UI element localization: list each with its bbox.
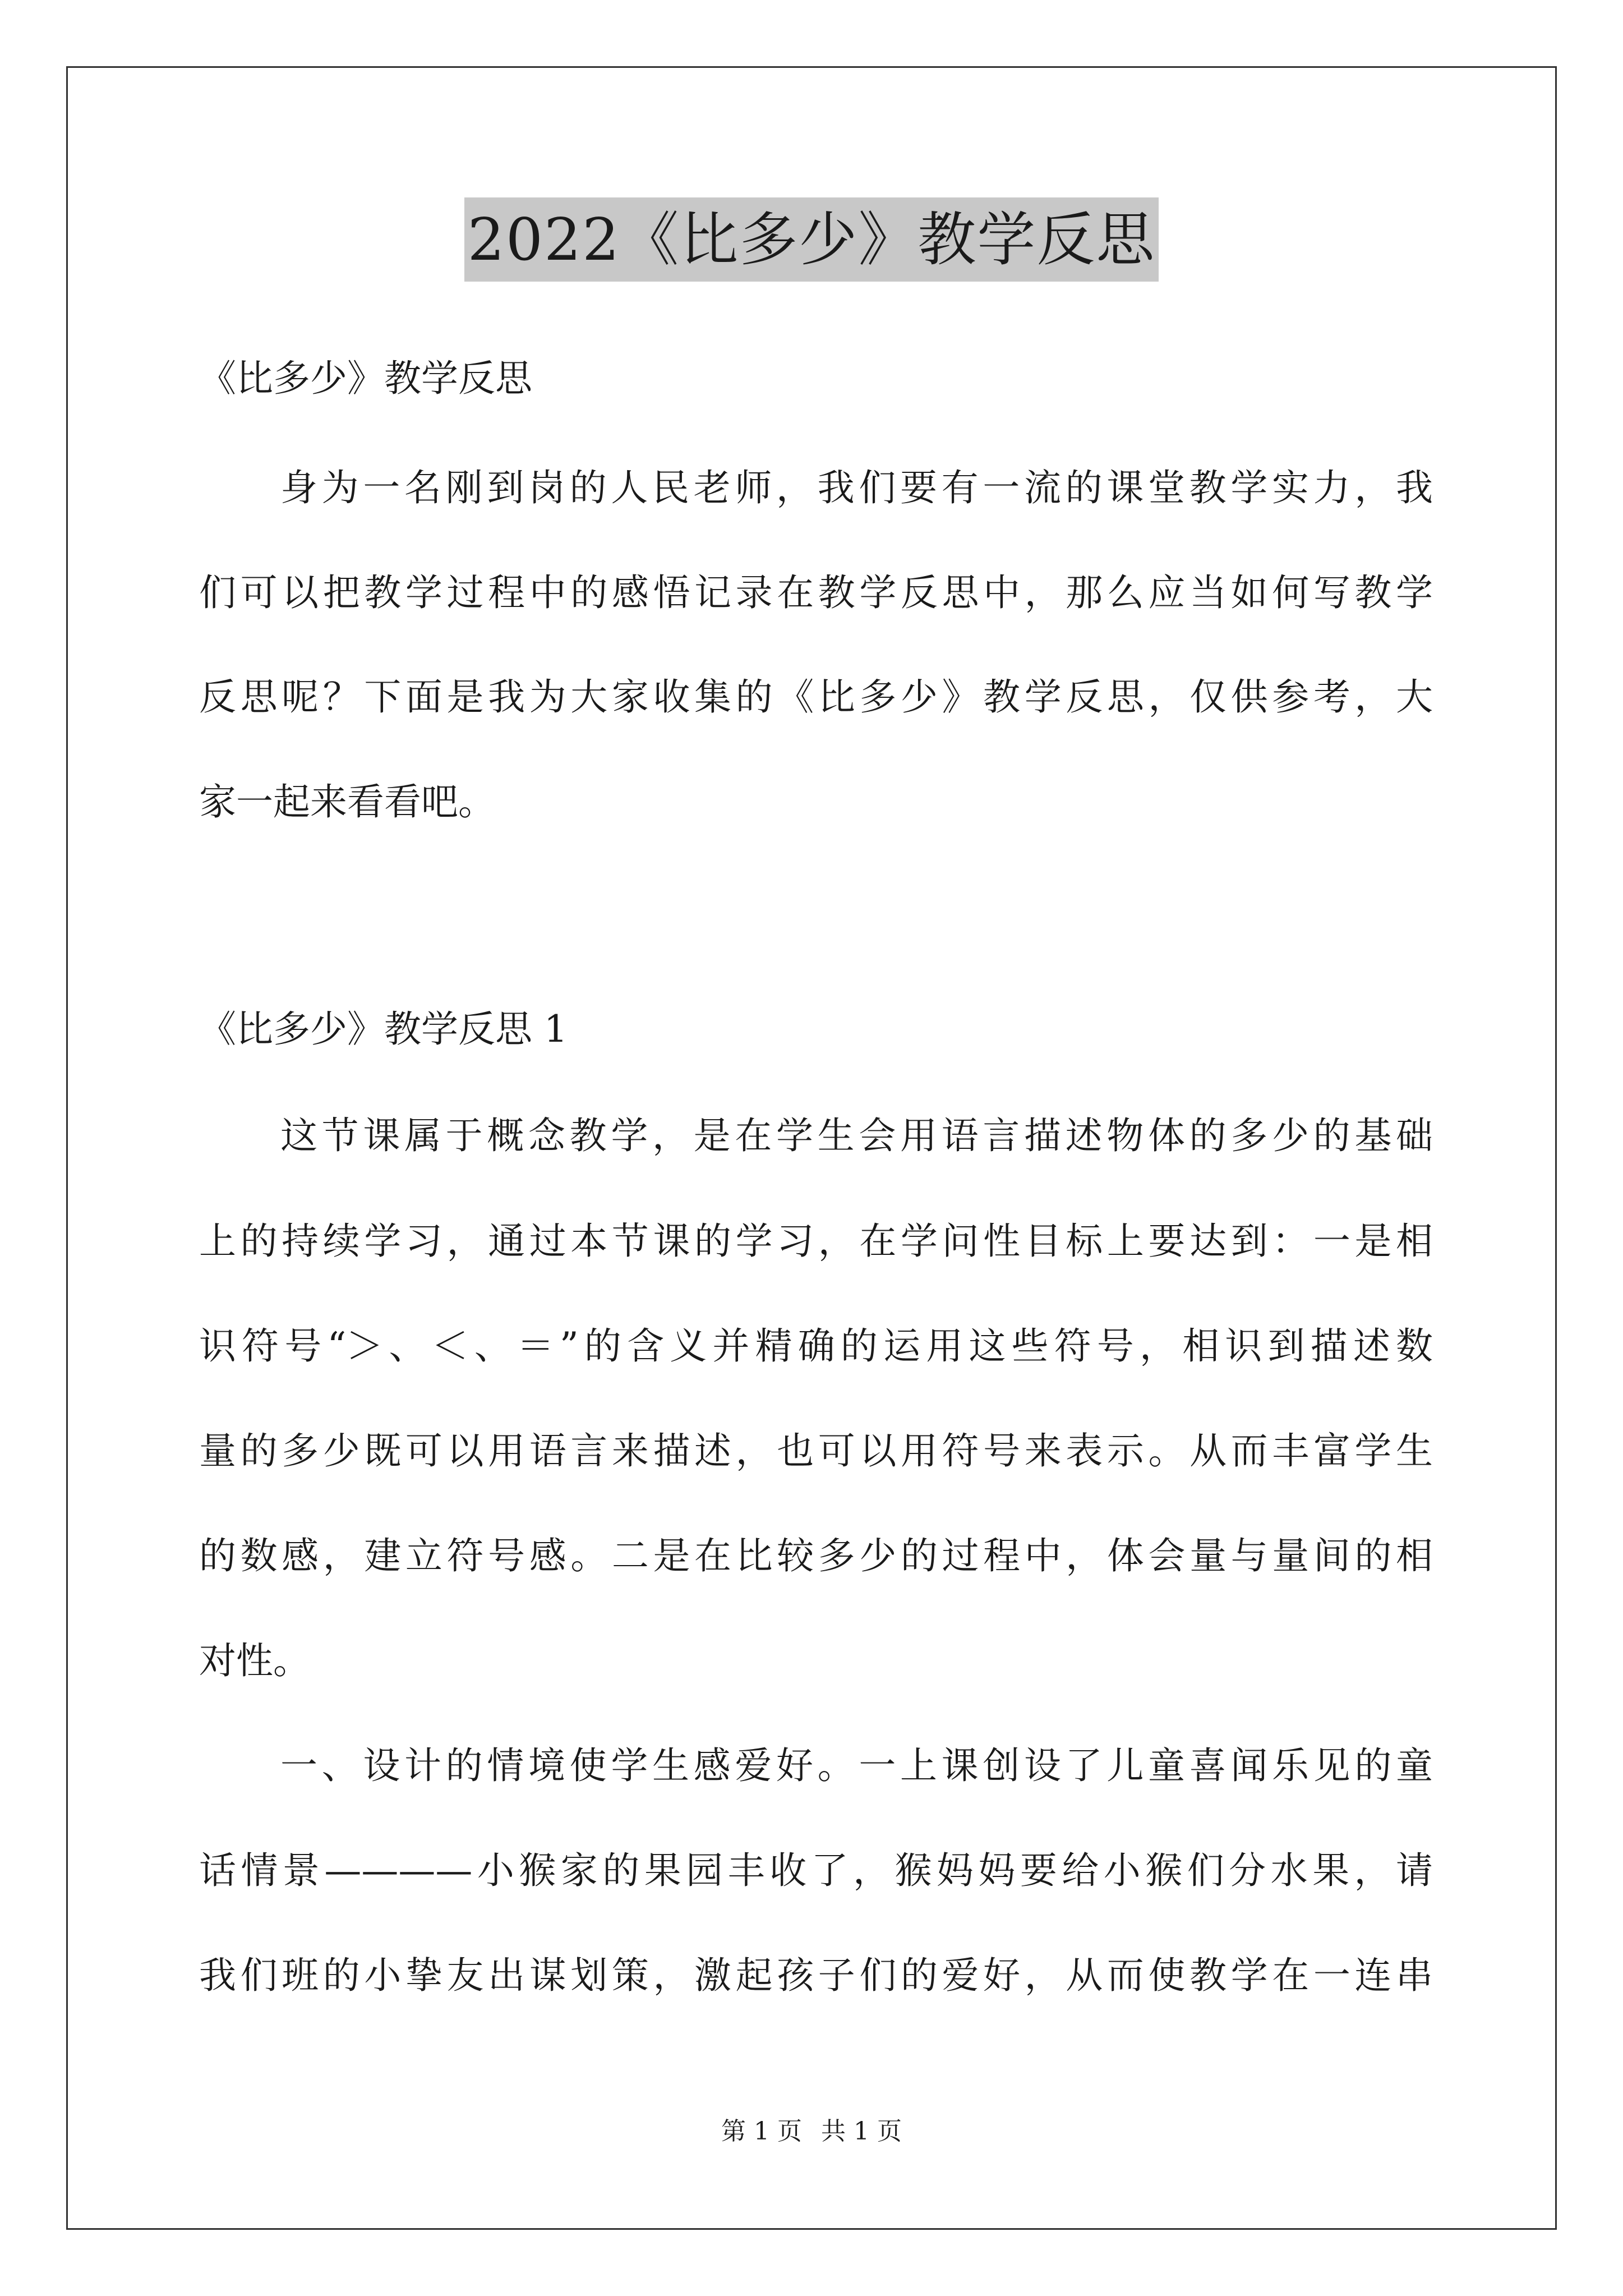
document-title: 2022《比多少》教学反思 — [464, 197, 1159, 282]
page-total: 共 1 页 — [821, 2117, 902, 2146]
title-container — [0, 197, 1623, 282]
intro-line: 家一起来看看吧。 — [199, 780, 495, 823]
paragraph-line: 上的持续学习，通过本节课的学习，在学问性目标上要达到：一是相 — [199, 1220, 1433, 1263]
paragraph-line: 一、设计的情境使学生感爱好。一上课创设了儿童喜闻乐见的童 — [280, 1744, 1433, 1787]
paragraph-line: 的数感，建立符号感。二是在比较多少的过程中，体会量与量间的相 — [199, 1534, 1433, 1577]
section-heading: 《比多少》教学反思 1 — [199, 1007, 568, 1051]
paragraph-line: 识符号“＞、＜、＝”的含义并精确的运用这些符号，相识到描述数 — [199, 1324, 1433, 1368]
intro-line: 身为一名刚到岗的人民老师，我们要有一流的课堂教学实力，我 — [280, 466, 1433, 509]
paragraph-line: 这节课属于概念教学，是在学生会用语言描述物体的多少的基础 — [280, 1114, 1433, 1157]
paragraph-line: 话情景————小猴家的果园丰收了，猴妈妈要给小猴们分水果，请 — [199, 1849, 1433, 1892]
page-footer — [0, 2115, 1623, 2148]
intro-line: 们可以把教学过程中的感悟记录在教学反思中，那么应当如何写教学 — [199, 571, 1433, 614]
paragraph-line: 对性。 — [199, 1639, 310, 1682]
intro-line: 反思呢？下面是我为大家收集的《比多少》教学反思，仅供参考，大 — [199, 675, 1433, 719]
paragraph-line: 我们班的小挚友出谋划策，激起孩子们的爱好，从而使教学在一连串 — [199, 1954, 1433, 1997]
page-number: 第 1 页 — [721, 2117, 802, 2146]
paragraph-line: 量的多少既可以用语言来描述，也可以用符号来表示。从而丰富学生 — [199, 1429, 1433, 1473]
document-subtitle: 《比多少》教学反思 — [199, 357, 532, 400]
